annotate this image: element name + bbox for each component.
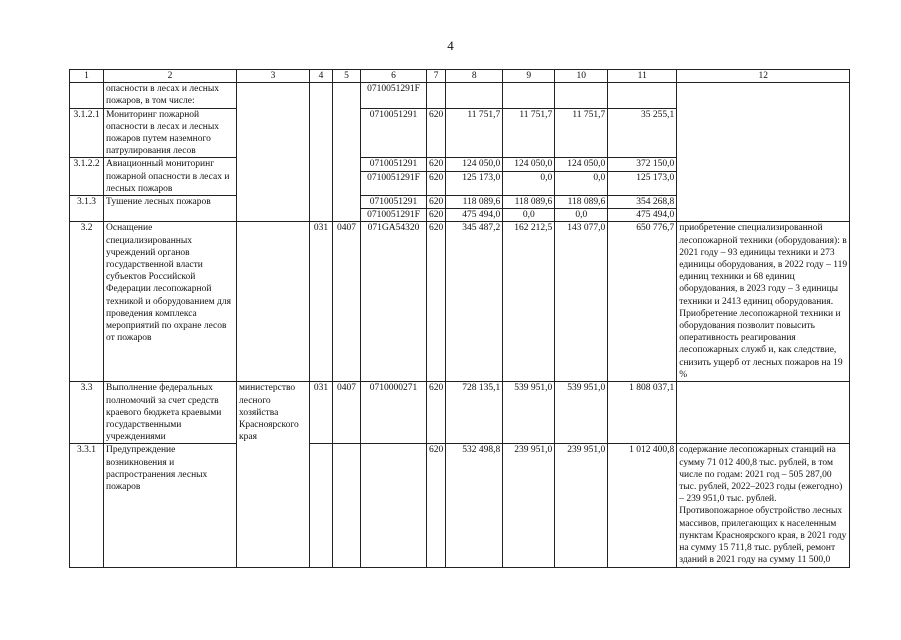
kvr-cell: 620 (427, 196, 446, 209)
value-2022: 0,0 (503, 209, 555, 222)
activity-name: Оснащение специализированных учреждений органов государственной власти субъектов Российской Федерации лесопожарной техникой и оборудованием для проведения комплекса мероприятий по охране лесов от пожаров (104, 222, 237, 382)
value-total: 1 012 400,8 (608, 444, 677, 568)
rzpr-cell: 0407 (333, 222, 361, 382)
kcsr-cell: 0710051291 (361, 196, 427, 209)
col-header: 12 (677, 70, 850, 83)
activity-name: Тушение лесных пожаров (104, 196, 237, 222)
kcsr-cell: 071GA54320 (361, 222, 427, 382)
row-number: 3.1.2.2 (70, 158, 104, 196)
kcsr-cell: 0710051291F (361, 171, 427, 195)
activity-name: Авиационный мониторинг пожарной опасности в лесах и лесных пожаров (104, 158, 237, 196)
value-2023: 239 951,0 (555, 444, 608, 568)
executor-cell (237, 83, 310, 222)
row-number: 3.3 (70, 382, 104, 444)
col-header: 4 (310, 70, 333, 83)
value-total: 1 808 037,1 (608, 382, 677, 444)
value-total: 650 776,7 (608, 222, 677, 382)
value-2021: 728 135,1 (446, 382, 503, 444)
value-2022: 124 050,0 (503, 158, 555, 171)
kcsr-cell: 0710051291 (361, 158, 427, 171)
kvr-cell: 620 (427, 444, 446, 568)
col-header: 3 (237, 70, 310, 83)
kvr-cell: 620 (427, 158, 446, 171)
table-row (70, 444, 850, 568)
col-header: 5 (333, 70, 361, 83)
row-number: 3.3.1 (70, 444, 104, 568)
kvr-cell: 620 (427, 209, 446, 222)
grbs-cell: 031 (310, 222, 333, 382)
row-number: 3.1.2.1 (70, 108, 104, 158)
header-row (70, 70, 850, 83)
activity-name: опасности в лесах и лесных пожаров, в том числе: (104, 83, 237, 108)
kcsr-cell: 0710051291F (361, 83, 427, 108)
value-2022: 539 951,0 (503, 382, 555, 444)
value-2023: 539 951,0 (555, 382, 608, 444)
budget-table (69, 69, 850, 568)
value-2021: 118 089,6 (446, 196, 503, 209)
value-2021: 125 173,0 (446, 171, 503, 195)
result-cell (677, 83, 850, 222)
value-2021: 345 487,2 (446, 222, 503, 382)
col-header: 10 (555, 70, 608, 83)
value-2021: 11 751,7 (446, 108, 503, 158)
kcsr-cell: 0710000271 (361, 382, 427, 444)
col-header: 6 (361, 70, 427, 83)
table-row (70, 382, 850, 444)
activity-name: Выполнение федеральных полномочий за счет средств краевого бюджета краевыми государственными учреждениями (104, 382, 237, 444)
activity-name: Мониторинг пожарной опасности в лесах и лесных пожаров путем наземного патрулирования лесов (104, 108, 237, 158)
value-2022: 239 951,0 (503, 444, 555, 568)
value-2021: 532 498,8 (446, 444, 503, 568)
table-row (70, 222, 850, 382)
col-header: 8 (446, 70, 503, 83)
value-2023: 124 050,0 (555, 158, 608, 171)
kvr-cell: 620 (427, 171, 446, 195)
kcsr-cell: 0710051291 (361, 108, 427, 158)
rzpr-cell: 0407 (333, 382, 361, 444)
kvr-cell: 620 (427, 108, 446, 158)
value-2022: 118 089,6 (503, 196, 555, 209)
table-row (70, 83, 850, 108)
value-2022: 0,0 (503, 171, 555, 195)
col-header: 11 (608, 70, 677, 83)
value-2021: 124 050,0 (446, 158, 503, 171)
kcsr-cell: 0710051291F (361, 209, 427, 222)
activity-name: Предупреждение возникновения и распространения лесных пожаров (104, 444, 237, 568)
col-header: 7 (427, 70, 446, 83)
col-header: 9 (503, 70, 555, 83)
value-2023: 11 751,7 (555, 108, 608, 158)
kvr-cell: 620 (427, 382, 446, 444)
value-total: 372 150,0 (608, 158, 677, 171)
row-number: 3.1.3 (70, 196, 104, 222)
value-total: 475 494,0 (608, 209, 677, 222)
value-total: 354 268,8 (608, 196, 677, 209)
result-text: приобретение специализированной лесопожарной техники (оборудования): в 2021 году – 93 единицы техники и 273 единицы оборудования, в 2022 году – 119 единиц техники и 68 единиц оборудования, в 2023 году – 3 единицы техники и 2413 единиц оборудования. Приобретение лесопожарной техники и оборудования позволит повысить оперативность реагирования лесопожарных служб и, как следствие, снизить ущерб от лесных пожаров на 19 % (677, 222, 850, 382)
value-2022: 11 751,7 (503, 108, 555, 158)
value-total: 125 173,0 (608, 171, 677, 195)
col-header: 2 (104, 70, 237, 83)
value-2023: 0,0 (555, 171, 608, 195)
value-2023: 0,0 (555, 209, 608, 222)
col-header: 1 (70, 70, 104, 83)
value-2022: 162 212,5 (503, 222, 555, 382)
result-cell (677, 382, 850, 444)
row-number: 3.2 (70, 222, 104, 382)
page-number: 4 (447, 38, 454, 53)
result-text: содержание лесопожарных станций на сумму 71 012 400,8 тыс. рублей, в том числе по годам: 2021 год – 505 287,00 тыс. рублей, 2022–2023 годы (ежегодно) – 239 951,0 тыс. рублей. Противопожарное обустройство лесных массивов, прилегающих к населенным пунктам Красноярского края, в 2021 году на сумму 15 711,8 тыс. рублей, ремонт зданий в 2021 году на сумму 11 500,0 (677, 444, 850, 568)
grbs-cell: 031 (310, 382, 333, 444)
value-2021: 475 494,0 (446, 209, 503, 222)
executor-text: министерство лесного хозяйства Красноярского края (237, 382, 310, 568)
value-2023: 143 077,0 (555, 222, 608, 382)
value-total: 35 255,1 (608, 108, 677, 158)
executor-cell (237, 222, 310, 382)
value-2023: 118 089,6 (555, 196, 608, 209)
kvr-cell: 620 (427, 222, 446, 382)
